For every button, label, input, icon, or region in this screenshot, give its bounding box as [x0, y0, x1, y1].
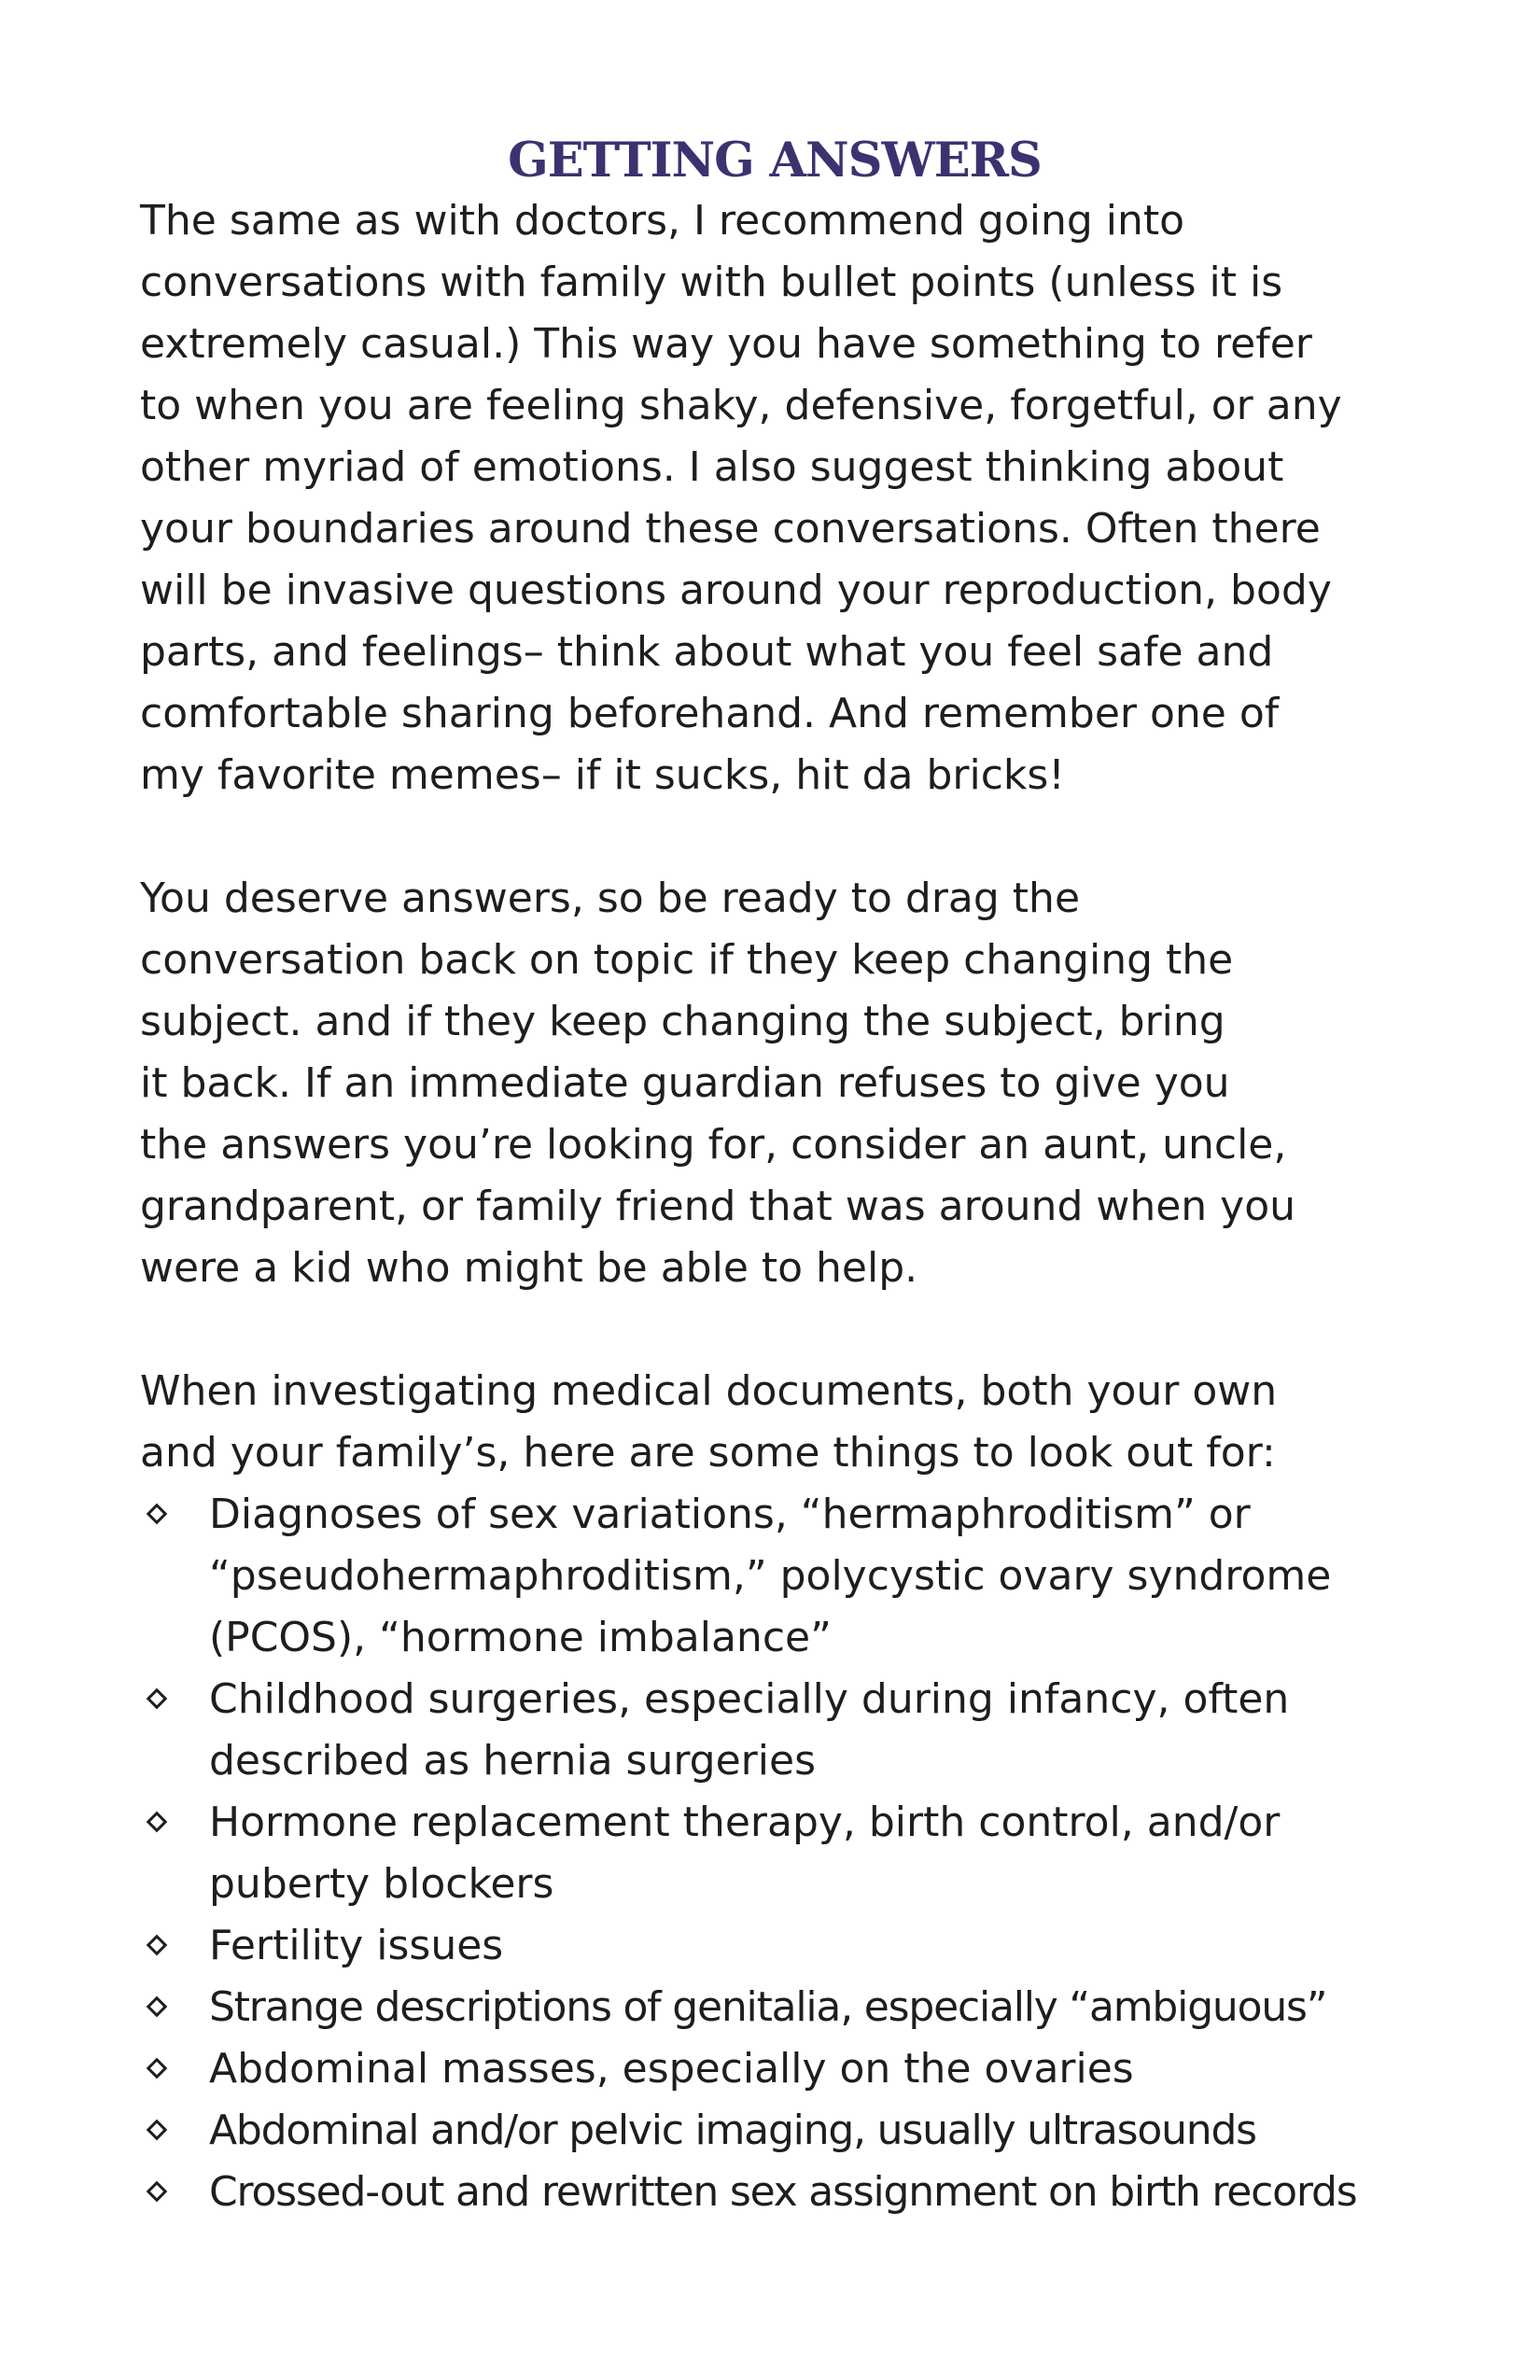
list-item-text: described as hernia surgeries — [209, 1737, 816, 1785]
text-line: The same as with doctors, I recommend going into — [140, 197, 1185, 245]
text-line: my favorite memes– if it sucks, hit da bricks! — [140, 751, 1065, 799]
list-item — [140, 2162, 1409, 2223]
list-item-text: puberty blockers — [209, 1860, 554, 1908]
text-line: conversations with family with bullet points (unless it is — [140, 259, 1283, 306]
list-item-text: (PCOS), “hormone imbalance” — [209, 1614, 832, 1661]
list-item — [140, 1669, 1409, 1792]
text-line: conversation back on topic if they keep changing the — [140, 936, 1234, 984]
list-item-text: Hormone replacement therapy, birth control, and/or — [209, 1799, 1281, 1846]
diamond-outline-icon — [147, 1812, 168, 1833]
text-line: subject. and if they keep changing the subject, bring — [140, 998, 1225, 1045]
list-item-text: Fertility issues — [209, 1922, 504, 1969]
paragraph-1 — [140, 190, 1409, 806]
list-item-text: “pseudohermaphroditism,” polycystic ovary syndrome — [209, 1552, 1332, 1600]
diamond-outline-icon — [147, 1688, 168, 1710]
text-line: grandparent, or family friend that was around when you — [140, 1183, 1296, 1230]
list-item — [140, 2100, 1409, 2162]
list-item — [140, 1792, 1409, 1915]
list-item-text: Abdominal and/or pelvic imaging, usually ultrasounds — [209, 2107, 1256, 2154]
text-line: will be invasive questions around your reproduction, body — [140, 567, 1332, 614]
list-item-text: Childhood surgeries, especially during infancy, often — [209, 1675, 1290, 1723]
text-line: When investigating medical documents, both your own — [140, 1367, 1278, 1415]
list-item-text: Diagnoses of sex variations, “hermaphroditism” or — [209, 1491, 1251, 1538]
paragraph-spacer — [140, 806, 1409, 868]
paragraph-3 — [140, 1361, 1409, 1484]
paragraph-spacer — [140, 1299, 1409, 1361]
text-line: other myriad of emotions. I also suggest thinking about — [140, 443, 1284, 491]
diamond-outline-icon — [147, 2120, 168, 2141]
document-page — [140, 131, 1409, 2223]
text-line: comfortable sharing beforehand. And remember one of — [140, 690, 1280, 737]
text-line: your boundaries around these conversations. Often there — [140, 505, 1321, 553]
text-line: extremely casual.) This way you have something to refer — [140, 320, 1312, 368]
list-item — [140, 1484, 1409, 1669]
diamond-outline-icon — [147, 2058, 168, 2079]
text-line: parts, and feelings– think about what you feel safe and — [140, 628, 1274, 676]
list-item — [140, 1977, 1409, 2038]
list-item-text: Strange descriptions of genitalia, especially “ambiguous” — [209, 1983, 1327, 2031]
list-item — [140, 1915, 1409, 1977]
text-line: You deserve answers, so be ready to drag the — [140, 875, 1081, 922]
text-line: and your family’s, here are some things to look out for: — [140, 1429, 1276, 1477]
text-line: it back. If an immediate guardian refuses to give you — [140, 1059, 1230, 1107]
list-item-text: Abdominal masses, especially on the ovaries — [209, 2045, 1134, 2093]
text-line: were a kid who might be able to help. — [140, 1244, 918, 1292]
paragraph-2 — [140, 868, 1409, 1299]
page-title: GETTING ANSWERS — [508, 133, 1042, 189]
list-item — [140, 2038, 1409, 2100]
diamond-outline-icon — [147, 1504, 168, 1525]
diamond-outline-icon — [147, 2181, 168, 2203]
list-item-text: Crossed-out and rewritten sex assignment on birth records — [209, 2168, 1357, 2216]
text-line: to when you are feeling shaky, defensive, forgetful, or any — [140, 382, 1342, 429]
diamond-outline-icon — [147, 1996, 168, 2018]
lookout-list — [140, 1484, 1409, 2223]
text-line: the answers you’re looking for, consider an aunt, uncle, — [140, 1121, 1287, 1169]
diamond-outline-icon — [147, 1935, 168, 1956]
